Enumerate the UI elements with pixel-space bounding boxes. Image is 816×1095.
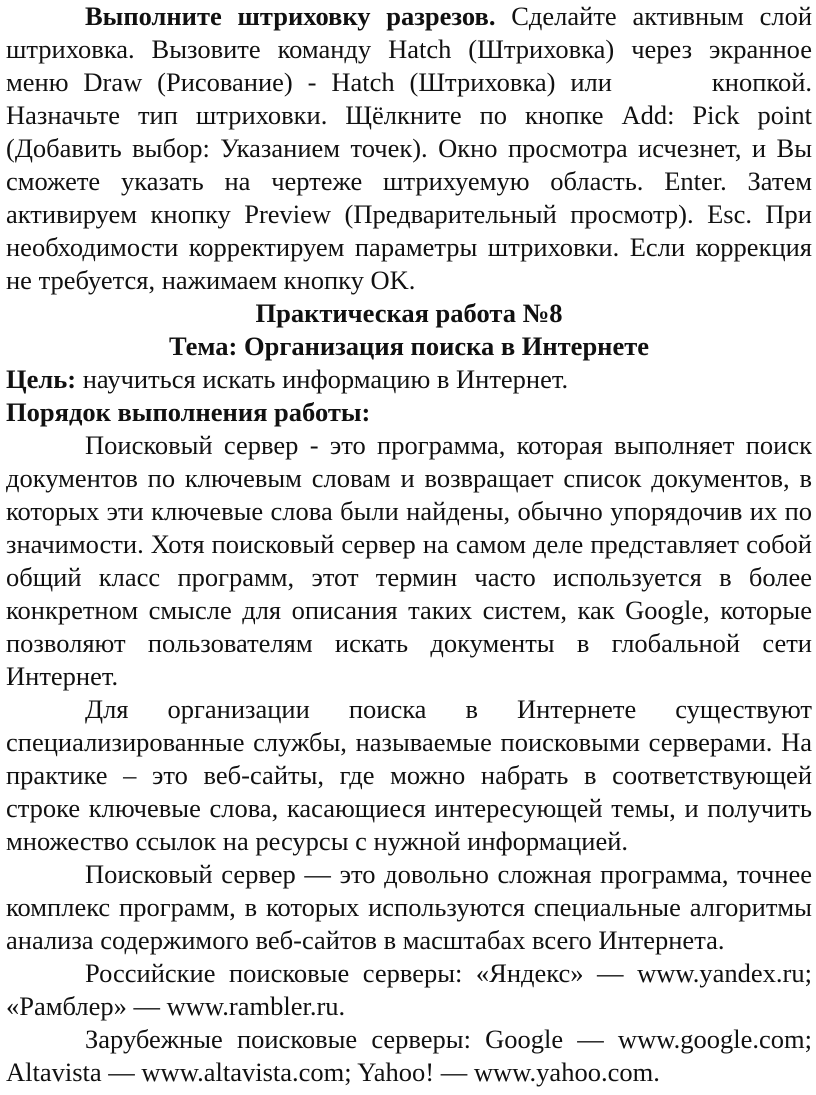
hatch-instructions-text-continued: кнопкой. Назначьте тип штриховки. Щёлкните по кнопке Add: Pick point (Добавить выбор: Указанием точек). Окно просмотра исчезнет, и Вы сможете указать на чертеже штрихуемую область. Enter. Затем активируем кнопку Preview (Предварительный просмотр). Esc. При необходимости корректируем параметры штриховки. Если коррекция не требуется, нажимаем кнопку OK. xyxy=(6,67,812,295)
goal-line xyxy=(6,363,812,396)
body-paragraph: Поисковый сервер — это довольно сложная программа, точнее комплекс программ, в которых используются специальные алгоритмы анализа содержимого веб-сайтов в масштабах всего Интернета. xyxy=(6,859,812,955)
goal-label: Цель: xyxy=(6,364,77,394)
body-paragraph: Зарубежные поисковые серверы: Google — www.google.com; Altavista — www.altavista.com; Yahoo! — www.yahoo.com. xyxy=(6,1024,812,1087)
body-paragraph: Российские поисковые серверы: «Яндекс» — www.yandex.ru; «Рамблер» — www.rambler.ru. xyxy=(6,958,812,1021)
hatch-instructions-text: Сделайте активным слой штриховка. Вызовите команду Hatch (Штриховка) через экранное меню Draw (Рисование) - Hatch (Штриховка) или xyxy=(6,1,812,97)
goal-text: научиться искать информацию в Интернет. xyxy=(76,364,569,394)
hatch-instructions-lead: Выполните штриховку разрезов. xyxy=(85,1,496,31)
body-paragraph: Для организации поиска в Интернете существуют специализированные службы, называемые поисковыми серверами. На практике – это веб-сайты, где можно набрать в соответствующей строке ключевые слова, касающиеся интересующей темы, и получить множество ссылок на ресурсы с нужной информацией. xyxy=(6,694,812,856)
document-page xyxy=(6,0,812,1089)
practical-work-title: Практическая работа №8 xyxy=(255,298,563,328)
procedure-heading: Порядок выполнения работы: xyxy=(6,397,371,427)
body-paragraph: Поисковый сервер - это программа, которая выполняет поиск документов по ключевым словам и возвращает список документов, в которых эти ключевые слова были найдены, обычно упорядочив их по значимости. Хотя поисковый сервер на самом деле представляет собой общий класс программ, этот термин часто используется в более конкретном смысле для описания таких систем, как Google, которые позволяют пользователям искать документы в глобальной сети Интернет. xyxy=(6,430,812,691)
hatch-instructions-paragraph xyxy=(6,0,812,297)
topic-title: Тема: Организация поиска в Интернете xyxy=(168,331,649,361)
